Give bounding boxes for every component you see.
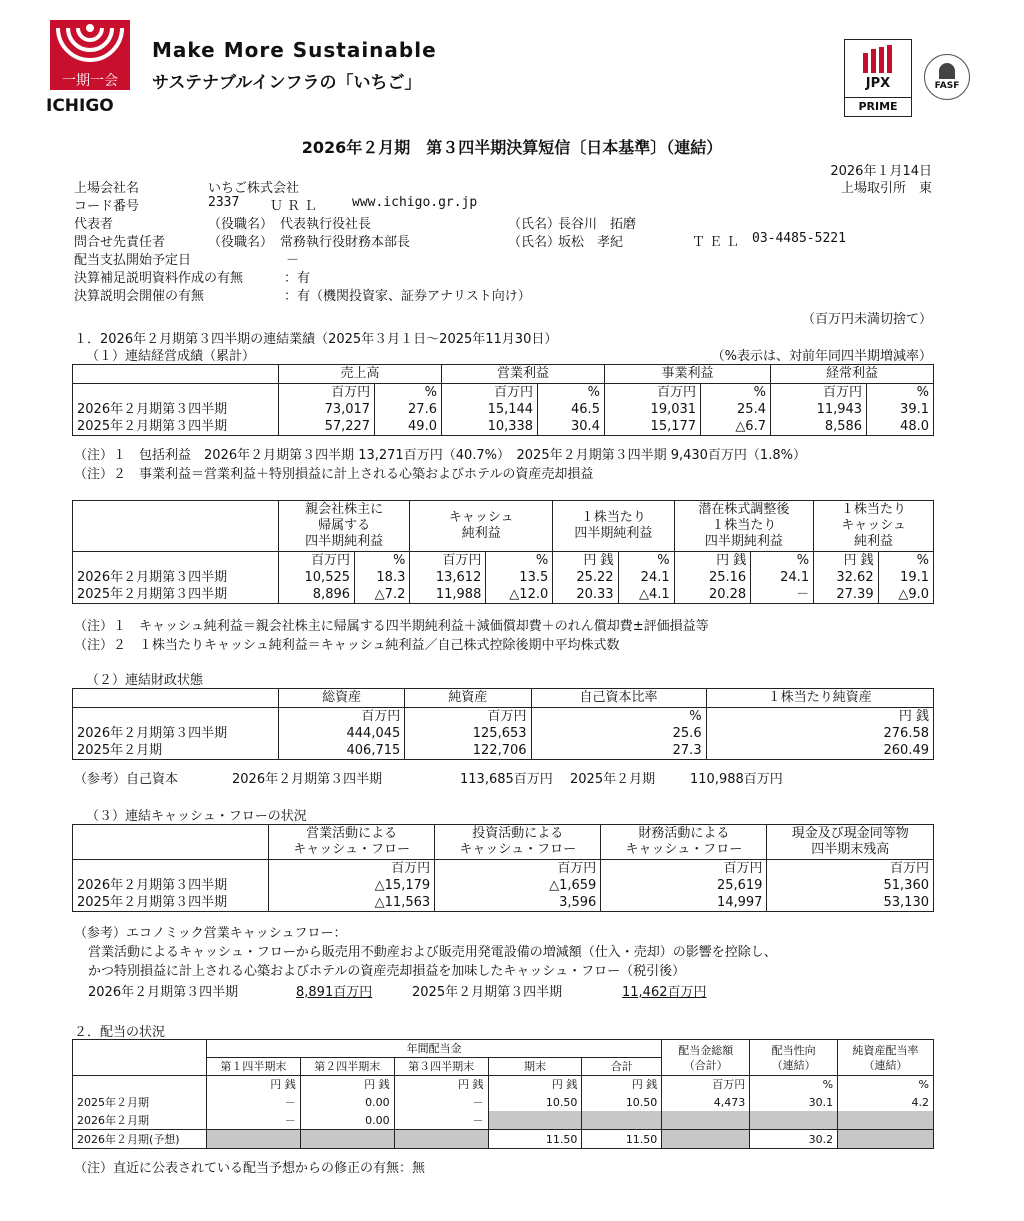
section1-sub2: （２）連結財政状態 [86, 673, 204, 688]
unit-cell: % [618, 552, 674, 570]
unit-cell: 百万円 [405, 708, 531, 726]
table-row [73, 1111, 934, 1130]
cashflow-table [72, 824, 934, 912]
rep-label: 代表者 [74, 217, 114, 232]
value-cell: 27.3 [531, 742, 706, 760]
url-link[interactable]: www.ichigo.gr.jp [352, 195, 478, 210]
value-cell: 19,031 [604, 401, 700, 418]
unit-cell: % [750, 1076, 838, 1094]
unit-cell: % [486, 552, 553, 570]
jpx-prime-logo [844, 39, 912, 117]
value-cell: △6.7 [701, 418, 771, 436]
value-cell: △4.1 [618, 586, 674, 604]
value-cell [662, 1130, 750, 1149]
value-cell: △1,659 [435, 877, 601, 894]
supp-label: 決算補足説明資料作成の有無 [74, 271, 244, 286]
table-row [73, 569, 934, 586]
value-cell: △9.0 [878, 586, 933, 604]
header-blank [73, 365, 279, 384]
value-cell: 27.39 [814, 586, 878, 604]
value-cell: 125,653 [405, 725, 531, 742]
company-name: いちご株式会社 [208, 181, 300, 196]
unit-cell: 円 銭 [394, 1076, 488, 1094]
header-blank [73, 501, 279, 552]
financial-position-table [72, 688, 934, 760]
value-cell: 32.62 [814, 569, 878, 586]
table-row [73, 742, 934, 760]
row-label: 2025年２月期第３四半期 [73, 586, 279, 604]
profit-table [72, 500, 934, 604]
value-cell: 25.4 [701, 401, 771, 418]
dividend-note: （注）直近に公表されている配当予想からの修正の有無：無 [74, 1161, 426, 1176]
value-cell: 10,525 [279, 569, 355, 586]
section1-sub3: （３）連結キャッシュ・フローの状況 [86, 809, 307, 824]
value-cell: － [394, 1111, 488, 1130]
contact-title-label: （役職名） [208, 235, 274, 250]
value-cell: 13,612 [410, 569, 486, 586]
value-cell: 122,706 [405, 742, 531, 760]
value-cell: 276.58 [706, 725, 933, 742]
logo-name: ICHIGO [46, 96, 114, 116]
value-cell: 10,338 [441, 418, 537, 436]
column-header: 期末 [488, 1058, 582, 1076]
unit-cell: % [355, 552, 410, 570]
row-label: 2026年２月期 [73, 1111, 207, 1130]
tagline: Make More Sustainable [152, 38, 437, 62]
value-cell [662, 1111, 750, 1130]
value-cell: 0.00 [300, 1111, 394, 1130]
header-blank [73, 689, 279, 708]
table-row [73, 877, 934, 894]
table-row [73, 725, 934, 742]
value-cell [838, 1111, 934, 1130]
exchange: 上場取引所 東 [840, 181, 932, 196]
value-cell: － [206, 1093, 300, 1111]
ref1-b: 2025年２月期 [570, 772, 656, 787]
fasf-seal [924, 54, 970, 100]
unit-cell: 百万円 [601, 860, 767, 878]
value-cell: － [206, 1111, 300, 1130]
value-cell: 18.3 [355, 569, 410, 586]
column-header: 配当金総額 （合計） [662, 1040, 750, 1076]
row-label: 2026年２月期(予想) [73, 1130, 207, 1149]
unit-note: （百万円未満切捨て） [801, 312, 932, 327]
rep-name-label: （氏名） [508, 217, 561, 232]
value-cell: 24.1 [618, 569, 674, 586]
value-cell: 30.1 [750, 1093, 838, 1111]
dividend-date-label: 配当支払開始予定日 [74, 253, 192, 268]
column-header: 配当性向 （連結） [750, 1040, 838, 1076]
ref1-a: 2026年２月期第３四半期 [232, 772, 383, 787]
value-cell: 39.1 [867, 401, 934, 418]
contact-title: 常務執行役財務本部長 [280, 235, 411, 250]
column-header: 営業利益 [441, 365, 604, 384]
value-cell: 11.50 [582, 1130, 662, 1149]
unit-cell: 円 銭 [206, 1076, 300, 1094]
column-header: 潜在株式調整後 １株当たり 四半期純利益 [674, 501, 814, 552]
column-header: 純資産配当率 （連結） [838, 1040, 934, 1076]
value-cell: － [751, 586, 814, 604]
value-cell: 444,045 [279, 725, 405, 742]
value-cell: △15,179 [269, 877, 435, 894]
briefing-label: 決算説明会開催の有無 [74, 289, 205, 304]
value-cell: 0.00 [300, 1093, 394, 1111]
ref2-b-val: 11,462百万円 [622, 985, 707, 1000]
column-header: 経常利益 [770, 365, 933, 384]
row-label: 2025年２月期 [73, 742, 279, 760]
briefing: ：有（機関投資家、証券アナリスト向け） [284, 289, 531, 304]
code: 2337 [208, 195, 240, 210]
value-cell: 48.0 [867, 418, 934, 436]
header-blank [73, 825, 269, 860]
value-cell: 15,144 [441, 401, 537, 418]
column-header: キャッシュ 純利益 [410, 501, 553, 552]
value-cell: △12.0 [486, 586, 553, 604]
unit-cell: 百万円 [269, 860, 435, 878]
unit-cell: % [838, 1076, 934, 1094]
value-cell: 13.5 [486, 569, 553, 586]
unit-cell: % [375, 384, 442, 402]
unit-cell: % [751, 552, 814, 570]
value-cell: 11,988 [410, 586, 486, 604]
ref2-b: 2025年２月期第３四半期 [412, 985, 563, 1000]
header-blank [73, 1040, 207, 1076]
column-header: 第３四半期末 [394, 1058, 488, 1076]
rep-title: 代表執行役社長 [280, 217, 372, 232]
code-label: コード番号 [74, 199, 140, 214]
note-4: （注）２ １株当たりキャッシュ純利益＝キャッシュ純利益／自己株式控除後期中平均株式数 [74, 638, 620, 653]
ref1-label: （参考）自己資本 [74, 772, 179, 787]
table-row [73, 401, 934, 418]
value-cell [488, 1111, 582, 1130]
column-header: 財務活動による キャッシュ・フロー [601, 825, 767, 860]
unit-cell: % [538, 384, 605, 402]
subtitle: サステナブルインフラの「いちご」 [152, 73, 422, 93]
unit-blank [73, 552, 279, 570]
unit-cell: 円 銭 [582, 1076, 662, 1094]
company-name-label: 上場会社名 [74, 181, 140, 196]
dividend-date: － [286, 253, 300, 268]
contact-name: 坂松 孝紀 [558, 235, 624, 250]
unit-cell: % [701, 384, 771, 402]
value-cell: 11,943 [770, 401, 866, 418]
column-header: 事業利益 [604, 365, 770, 384]
column-header: 第１四半期末 [206, 1058, 300, 1076]
ref2-a-val: 8,891百万円 [296, 985, 373, 1000]
value-cell: 15,177 [604, 418, 700, 436]
row-label: 2026年２月期第３四半期 [73, 877, 269, 894]
note-3: （注）１ キャッシュ純利益＝親会社株主に帰属する四半期純利益＋減価償却費＋のれん償却費±評価損益等 [74, 619, 709, 634]
value-cell [300, 1130, 394, 1149]
column-header: 第２四半期末 [300, 1058, 394, 1076]
column-header: 現金及び現金同等物 四半期末残高 [767, 825, 934, 860]
jpx-bars-icon [863, 45, 893, 73]
value-cell: 8,586 [770, 418, 866, 436]
ref1-a-val: 113,685百万円 [460, 772, 553, 787]
fasf-emblem-icon [939, 63, 955, 79]
unit-cell: 百万円 [279, 552, 355, 570]
value-cell [750, 1111, 838, 1130]
value-cell: △7.2 [355, 586, 410, 604]
column-header: 営業活動による キャッシュ・フロー [269, 825, 435, 860]
unit-cell: 円 銭 [300, 1076, 394, 1094]
section2-title: ２．配当の状況 [74, 1025, 166, 1040]
supp: ：有 [284, 271, 311, 286]
note-1: （注）１ 包括利益 2026年２月期第３四半期 13,271百万円（40.7%） 2025年２月期第３四半期 9,430百万円（1.8%） [74, 448, 806, 463]
value-cell: － [394, 1093, 488, 1111]
rep-name: 長谷川 拓磨 [558, 217, 637, 232]
column-header: 投資活動による キャッシュ・フロー [435, 825, 601, 860]
column-header: 総資産 [279, 689, 405, 708]
unit-cell: 百万円 [441, 384, 537, 402]
row-label: 2026年２月期第３四半期 [73, 569, 279, 586]
value-cell: 49.0 [375, 418, 442, 436]
column-header: １株当たり純資産 [706, 689, 933, 708]
table-row [73, 586, 934, 604]
value-cell [206, 1130, 300, 1149]
value-cell: △11,563 [269, 894, 435, 912]
value-cell: 73,017 [279, 401, 375, 418]
value-cell: 10.50 [488, 1093, 582, 1111]
tel: 03-4485-5221 [752, 231, 846, 246]
unit-cell: % [531, 708, 706, 726]
unit-cell: 百万円 [279, 708, 405, 726]
column-header: 合計 [582, 1058, 662, 1076]
value-cell: 24.1 [751, 569, 814, 586]
group-header: 年間配当金 [206, 1040, 661, 1058]
unit-blank [73, 860, 269, 878]
value-cell: 51,360 [767, 877, 934, 894]
value-cell: 14,997 [601, 894, 767, 912]
unit-blank [73, 708, 279, 726]
column-header: 親会社株主に 帰属する 四半期純利益 [279, 501, 410, 552]
tel-label: ＴＥＬ [692, 235, 744, 250]
doc-title: 2026年２月期 第３四半期決算短信〔日本基準〕（連結） [301, 138, 723, 157]
unit-cell: % [878, 552, 933, 570]
value-cell: 57,227 [279, 418, 375, 436]
ref1-b-val: 110,988百万円 [690, 772, 783, 787]
value-cell: 30.4 [538, 418, 605, 436]
unit-cell: 円 銭 [488, 1076, 582, 1094]
rep-title-label: （役職名） [208, 217, 274, 232]
column-header: 売上高 [279, 365, 442, 384]
section1-sub1: （１）連結経営成績（累計） [86, 349, 256, 364]
table-row [73, 894, 934, 912]
operating-results-table [72, 364, 934, 436]
row-label: 2025年２月期 [73, 1093, 207, 1111]
contact-label: 問合せ先責任者 [74, 235, 166, 250]
value-cell: 10.50 [582, 1093, 662, 1111]
value-cell: 30.2 [750, 1130, 838, 1149]
value-cell [582, 1111, 662, 1130]
contact-name-label: （氏名） [508, 235, 561, 250]
logo-text: 一期一会 [62, 73, 118, 89]
table-row [73, 1093, 934, 1111]
value-cell: 46.5 [538, 401, 605, 418]
unit-cell: 百万円 [410, 552, 486, 570]
value-cell: 20.28 [674, 586, 751, 604]
value-cell: 260.49 [706, 742, 933, 760]
ref2-line2: かつ特別損益に計上される心築およびホテルの資産売却損益を加味したキャッシュ・フロー（税引後） [88, 964, 686, 979]
value-cell: 27.6 [375, 401, 442, 418]
unit-cell: 円 銭 [553, 552, 618, 570]
value-cell [394, 1130, 488, 1149]
value-cell: 25.16 [674, 569, 751, 586]
section1-title: １．2026年２月期第３四半期の連結業績（2025年３月１日～2025年11月30日） [74, 332, 558, 347]
value-cell: 406,715 [279, 742, 405, 760]
dividend-table [72, 1039, 934, 1149]
column-header: １株当たり 四半期純利益 [553, 501, 674, 552]
table-row [73, 418, 934, 436]
ref2-a: 2026年２月期第３四半期 [88, 985, 239, 1000]
fasf-text: FASF [934, 81, 960, 91]
note-2: （注）２ 事業利益＝営業利益＋特別損益に計上される心築およびホテルの資産売却損益 [74, 467, 594, 482]
ref2-line1: 営業活動によるキャッシュ・フローから販売用不動産および販売用発電設備の増減額（仕入・売却）の影響を控除し、 [88, 945, 777, 960]
unit-cell: 百万円 [604, 384, 700, 402]
value-cell [838, 1130, 934, 1149]
unit-cell: 百万円 [435, 860, 601, 878]
value-cell: 4,473 [662, 1093, 750, 1111]
value-cell: 4.2 [838, 1093, 934, 1111]
pct-note: （%表示は、対前年同四半期増減率） [711, 349, 932, 364]
value-cell: 20.33 [553, 586, 618, 604]
doc-date: 2026年１月14日 [830, 164, 932, 179]
row-label: 2025年２月期第３四半期 [73, 418, 279, 436]
value-cell: 53,130 [767, 894, 934, 912]
unit-blank [73, 384, 279, 402]
unit-cell: 円 銭 [814, 552, 878, 570]
unit-cell: % [867, 384, 934, 402]
unit-cell: 百万円 [279, 384, 375, 402]
unit-cell: 円 銭 [674, 552, 751, 570]
unit-cell: 百万円 [662, 1076, 750, 1094]
value-cell: 11.50 [488, 1130, 582, 1149]
table-row [73, 1130, 934, 1149]
column-header: 自己資本比率 [531, 689, 706, 708]
row-label: 2026年２月期第３四半期 [73, 401, 279, 418]
unit-blank [73, 1076, 207, 1094]
value-cell: 19.1 [878, 569, 933, 586]
jpx-text: JPX [865, 76, 891, 91]
unit-cell: 百万円 [767, 860, 934, 878]
unit-cell: 百万円 [770, 384, 866, 402]
prime-text: PRIME [845, 97, 911, 113]
value-cell: 8,896 [279, 586, 355, 604]
column-header: １株当たり キャッシュ 純利益 [814, 501, 934, 552]
unit-cell: 円 銭 [706, 708, 933, 726]
row-label: 2025年２月期第３四半期 [73, 894, 269, 912]
column-header: 純資産 [405, 689, 531, 708]
ref2-title: （参考）エコノミック営業キャッシュフロー： [74, 926, 347, 941]
value-cell: 25,619 [601, 877, 767, 894]
value-cell: 25.22 [553, 569, 618, 586]
row-label: 2026年２月期第３四半期 [73, 725, 279, 742]
value-cell: 3,596 [435, 894, 601, 912]
value-cell: 25.6 [531, 725, 706, 742]
url-label: ＵＲＬ [270, 199, 322, 214]
